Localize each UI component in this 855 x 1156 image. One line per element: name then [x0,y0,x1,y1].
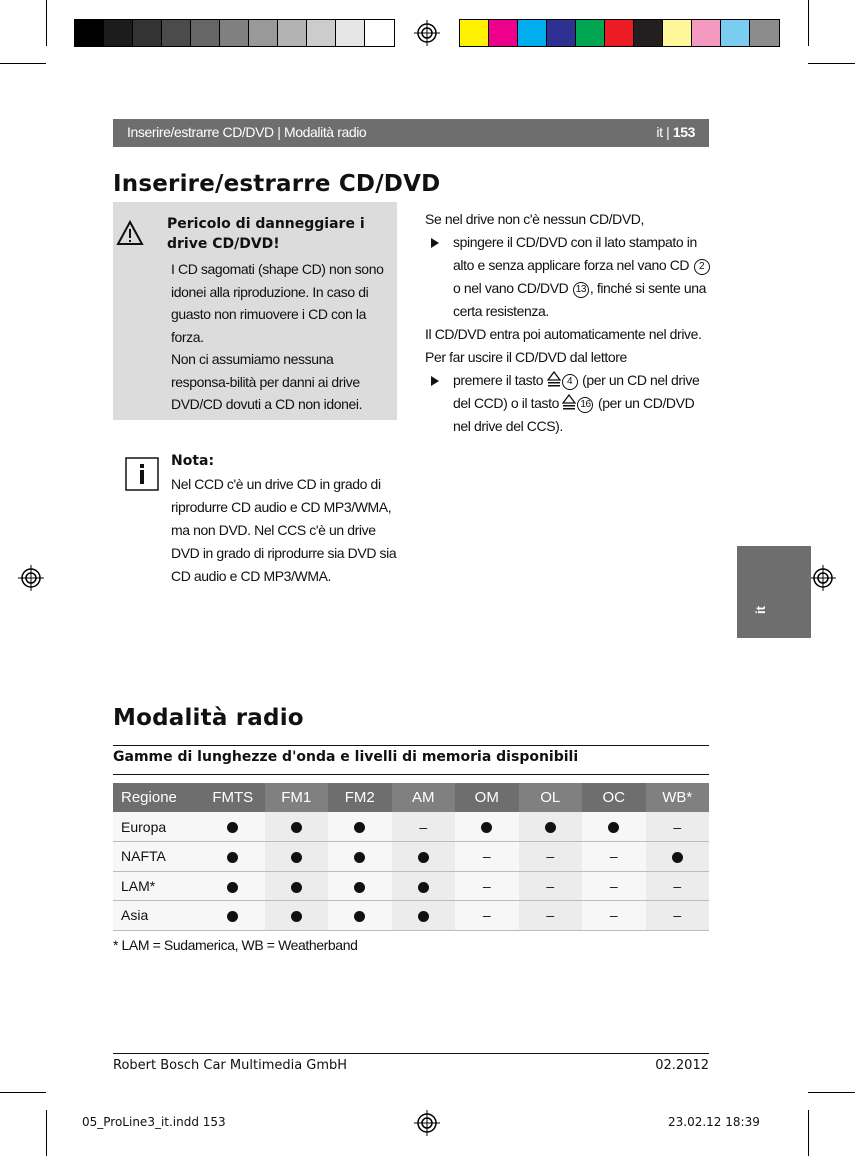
color-swatch [721,20,750,46]
footer-company: Robert Bosch Car Multimedia GmbH [113,1058,348,1073]
table-title: Gamme di lunghezze d'onda e livelli di memoria disponibili [113,749,579,765]
color-swatch [220,20,249,46]
warning-title: Pericolo di danneggiare i drive CD/DVD! [167,216,365,252]
instruction-step: spingere il CD/DVD con il lato stampato in alto e senza applicare forza nel vano CD 2 o nel vano CD/DVD 13 , finché si sente una certa resistenza. [425,231,715,323]
unavailable-cell: – [455,842,519,872]
crop-mark [46,1110,47,1156]
available-cell [328,871,392,901]
column-header: FM2 [328,783,392,812]
available-cell [265,871,329,901]
ref-number: 4 [562,374,578,390]
footer-date: 02.2012 [655,1058,709,1073]
available-dot-icon [418,911,429,922]
table-row [113,871,709,901]
available-dot-icon [354,852,365,863]
header-section: Inserire/estrarre CD/DVD | Modalità radio [127,124,367,140]
instruction-text: Il CD/DVD entra poi automaticamente nel drive. [425,326,702,342]
header-page: it | 153 [656,124,695,140]
registration-mark-icon [414,20,440,46]
available-dot-icon [418,882,429,893]
crop-mark [808,1092,855,1093]
note-title: Nota: [171,453,215,469]
unavailable-cell: – [582,842,646,872]
available-dot-icon [354,822,365,833]
available-dot-icon [354,882,365,893]
instruction-intro: Se nel drive non c'è nessun CD/DVD, [425,211,645,227]
slug-file: 05_ProLine3_it.indd 153 [82,1115,226,1129]
unavailable-cell: – [455,901,519,931]
table-body [113,812,709,930]
bands-table [113,783,709,931]
color-swatch [692,20,721,46]
unavailable-cell: – [582,871,646,901]
language-side-tab [737,546,811,638]
ref-number: 2 [694,259,710,275]
available-cell [392,901,456,931]
column-header: WB* [646,783,710,812]
section-title: Modalità radio [113,705,304,731]
available-dot-icon [481,822,492,833]
unavailable-cell: – [646,871,710,901]
available-cell [265,901,329,931]
available-cell [392,842,456,872]
available-dot-icon [545,822,556,833]
column-header: OM [455,783,519,812]
crop-mark [0,1092,46,1093]
instruction-step: premere il tasto 4 (per un CD nel drive del CCD) o il tasto 16 (per un CD/DVD nel drive del CCS). [425,369,715,438]
column-header: OC [582,783,646,812]
unavailable-cell: – [646,901,710,931]
available-cell [265,812,329,842]
grayscale-color-bar [74,19,395,47]
available-cell [201,842,265,872]
available-dot-icon [227,852,238,863]
available-cell [582,812,646,842]
column-header: OL [519,783,583,812]
color-swatch [133,20,162,46]
instruction-text: Per far uscire il CD/DVD dal lettore [425,349,627,365]
ref-number: 16 [577,397,593,413]
available-dot-icon [227,911,238,922]
registration-mark-icon [414,1110,440,1136]
region-cell: Europa [113,812,201,842]
table-footnote: * LAM = Sudamerica, WB = Weatherband [113,937,358,953]
available-dot-icon [227,822,238,833]
column-header: AM [392,783,456,812]
info-icon [125,457,159,491]
region-cell: Asia [113,901,201,931]
region-cell: NAFTA [113,842,201,872]
available-dot-icon [418,852,429,863]
unavailable-cell: – [582,901,646,931]
color-swatch [365,20,394,46]
registration-mark-icon [810,565,836,591]
available-cell [201,812,265,842]
ref-number: 13 [573,282,589,298]
available-dot-icon [227,882,238,893]
slug-timestamp: 23.02.12 18:39 [668,1115,760,1129]
color-swatch [104,20,133,46]
section-title: Inserire/estrarre CD/DVD [113,171,441,197]
available-dot-icon [291,911,302,922]
color-swatch [489,20,518,46]
available-cell [455,812,519,842]
warning-triangle-icon [116,220,144,246]
unavailable-cell: – [392,812,456,842]
color-swatch [518,20,547,46]
table-header-row [113,783,709,812]
available-cell [328,842,392,872]
color-swatch [750,20,779,46]
available-cell [201,871,265,901]
unavailable-cell: – [646,812,710,842]
unavailable-cell: – [519,842,583,872]
crop-mark [0,63,46,64]
color-swatch [336,20,365,46]
column-header: FMTS [201,783,265,812]
unavailable-cell: – [519,901,583,931]
crop-mark [808,1110,809,1156]
crop-mark [808,63,855,64]
available-dot-icon [608,822,619,833]
eject-icon [547,371,561,387]
available-dot-icon [291,852,302,863]
available-cell [265,842,329,872]
column-header: FM1 [265,783,329,812]
region-cell: LAM* [113,871,201,901]
available-cell [328,901,392,931]
process-color-bar [459,19,780,47]
available-cell [328,812,392,842]
warning-box [113,202,397,420]
color-swatch [547,20,576,46]
table-row [113,901,709,931]
table-row [113,842,709,872]
color-swatch [634,20,663,46]
available-dot-icon [291,822,302,833]
color-swatch [460,20,489,46]
unavailable-cell: – [519,871,583,901]
column-header: Regione [113,783,201,812]
divider [113,745,709,746]
crop-mark [46,0,47,46]
instructions-column [425,208,715,438]
available-cell [201,901,265,931]
unavailable-cell: – [455,871,519,901]
divider [113,774,709,775]
color-swatch [663,20,692,46]
available-dot-icon [291,882,302,893]
registration-mark-icon [18,565,44,591]
note-body: Nel CCD c'è un drive CD in grado di riprodurre CD audio e CD MP3/WMA, ma non DVD. Nel CCS c'è un drive DVD in grado di riprodurre sia DVD sia CD audio e CD MP3/WMA. [171,476,397,584]
available-cell [392,871,456,901]
color-swatch [191,20,220,46]
available-dot-icon [354,911,365,922]
available-cell [519,812,583,842]
color-swatch [307,20,336,46]
running-header [113,119,709,147]
side-tab-label: it [753,606,768,614]
footer-rule [113,1053,709,1054]
color-swatch [278,20,307,46]
color-swatch [75,20,104,46]
eject-icon [562,394,576,410]
crop-mark [808,0,809,46]
table-row [113,812,709,842]
color-swatch [249,20,278,46]
warning-body: I CD sagomati (shape CD) non sono idonei alla riproduzione. In caso di guasto non rimuovere i CD con la forza. Non ci assumiamo nessuna responsa-bilità per danni ai drive DVD/CD dovuti a CD non idonei. [171,261,384,412]
available-cell [646,842,710,872]
available-dot-icon [672,852,683,863]
color-swatch [576,20,605,46]
color-swatch [162,20,191,46]
color-swatch [605,20,634,46]
